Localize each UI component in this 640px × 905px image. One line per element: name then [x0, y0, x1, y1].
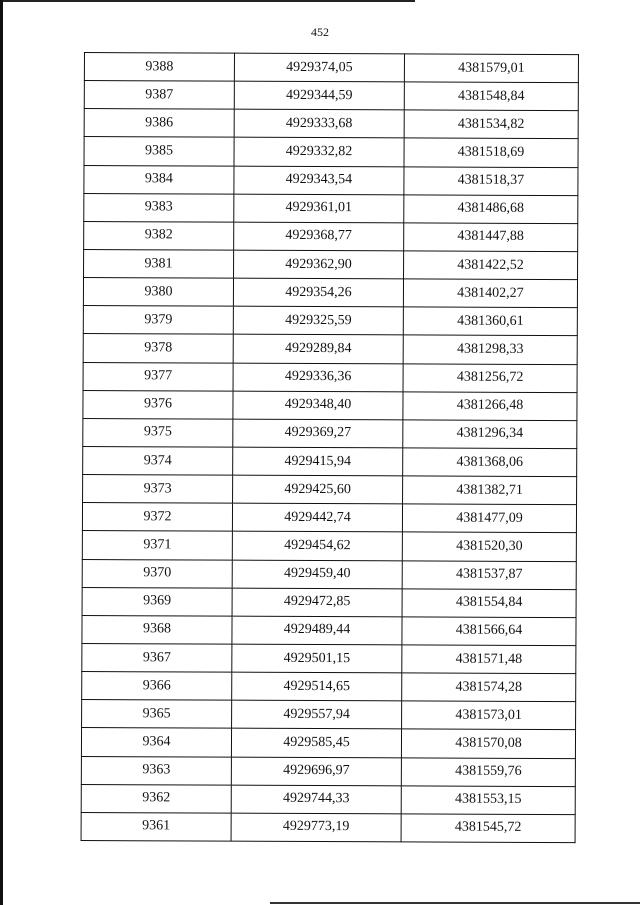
y-coordinate-cell: 4381518,37: [404, 166, 578, 195]
table-row: [84, 221, 578, 251]
point-number-cell: 9363: [81, 756, 231, 785]
table-row: [81, 784, 575, 814]
table-row: [81, 728, 575, 758]
point-number-cell: 9380: [83, 278, 233, 307]
y-coordinate-cell: 4381537,87: [402, 560, 576, 589]
point-number-cell: 9383: [84, 193, 234, 222]
table-row: [82, 700, 576, 730]
x-coordinate-cell: 4929343,54: [234, 166, 404, 195]
y-coordinate-cell: 4381266,48: [403, 392, 577, 421]
y-coordinate-cell: 4381548,84: [404, 82, 578, 111]
point-number-cell: 9364: [81, 728, 231, 757]
x-coordinate-cell: 4929585,45: [231, 729, 401, 758]
coordinates-table: [81, 52, 579, 843]
x-coordinate-cell: 4929336,36: [233, 363, 403, 392]
table-row: [83, 278, 577, 308]
point-number-cell: 9374: [83, 446, 233, 475]
y-coordinate-cell: 4381579,01: [404, 54, 578, 83]
y-coordinate-cell: 4381360,61: [403, 307, 577, 336]
x-coordinate-cell: 4929361,01: [234, 194, 404, 223]
y-coordinate-cell: 4381573,01: [402, 701, 576, 730]
point-number-cell: 9385: [84, 137, 234, 166]
point-number-cell: 9387: [84, 81, 234, 110]
table-row: [82, 503, 576, 533]
x-coordinate-cell: 4929354,26: [233, 278, 403, 307]
table-row: [84, 109, 578, 139]
point-number-cell: 9381: [84, 249, 234, 278]
x-coordinate-cell: 4929744,33: [231, 785, 401, 814]
point-number-cell: 9361: [81, 812, 231, 841]
x-coordinate-cell: 4929348,40: [233, 391, 403, 420]
x-coordinate-cell: 4929459,40: [232, 560, 402, 589]
point-number-cell: 9366: [82, 672, 232, 701]
point-number-cell: 9367: [82, 643, 232, 672]
point-number-cell: 9388: [84, 53, 234, 82]
table-row: [82, 672, 576, 702]
point-number-cell: 9372: [82, 503, 232, 532]
y-coordinate-cell: 4381545,72: [401, 814, 575, 843]
coordinates-table-body: [81, 53, 578, 843]
table-row: [81, 812, 575, 842]
y-coordinate-cell: 4381534,82: [404, 110, 578, 139]
table-row: [82, 615, 576, 645]
point-number-cell: 9373: [83, 475, 233, 504]
table-row: [83, 390, 577, 420]
point-number-cell: 9378: [83, 334, 233, 363]
x-coordinate-cell: 4929489,44: [232, 616, 402, 645]
point-number-cell: 9376: [83, 390, 233, 419]
point-number-cell: 9377: [83, 362, 233, 391]
x-coordinate-cell: 4929333,68: [234, 109, 404, 138]
x-coordinate-cell: 4929362,90: [234, 250, 404, 279]
y-coordinate-cell: 4381298,33: [403, 335, 577, 364]
y-coordinate-cell: 4381382,71: [403, 476, 577, 505]
x-coordinate-cell: 4929696,97: [231, 757, 401, 786]
x-coordinate-cell: 4929501,15: [232, 644, 402, 673]
y-coordinate-cell: 4381520,30: [402, 532, 576, 561]
x-coordinate-cell: 4929289,84: [233, 335, 403, 364]
table-row: [83, 418, 577, 448]
table-row: [82, 587, 576, 617]
y-coordinate-cell: 4381447,88: [404, 223, 578, 252]
y-coordinate-cell: 4381574,28: [402, 673, 576, 702]
y-coordinate-cell: 4381570,08: [401, 729, 575, 758]
table-row: [83, 475, 577, 505]
table-row: [83, 306, 577, 336]
point-number-cell: 9375: [83, 418, 233, 447]
point-number-cell: 9362: [81, 784, 231, 813]
y-coordinate-cell: 4381571,48: [402, 645, 576, 674]
point-number-cell: 9369: [82, 587, 232, 616]
point-number-cell: 9379: [83, 306, 233, 335]
x-coordinate-cell: 4929368,77: [234, 222, 404, 251]
point-number-cell: 9368: [82, 615, 232, 644]
y-coordinate-cell: 4381296,34: [403, 420, 577, 449]
table-row: [83, 446, 577, 476]
point-number-cell: 9371: [82, 531, 232, 560]
x-coordinate-cell: 4929442,74: [232, 503, 402, 532]
page-number: 452: [311, 25, 329, 39]
y-coordinate-cell: 4381368,06: [403, 448, 577, 477]
scan-edge-top: [0, 0, 415, 2]
table-row: [83, 362, 577, 392]
x-coordinate-cell: 4929332,82: [234, 138, 404, 167]
y-coordinate-cell: 4381422,52: [404, 251, 578, 280]
table-row: [82, 531, 576, 561]
point-number-cell: 9382: [84, 221, 234, 250]
x-coordinate-cell: 4929454,62: [232, 532, 402, 561]
table-row: [83, 334, 577, 364]
x-coordinate-cell: 4929425,60: [233, 475, 403, 504]
x-coordinate-cell: 4929374,05: [234, 53, 404, 82]
x-coordinate-cell: 4929557,94: [232, 700, 402, 729]
point-number-cell: 9370: [82, 559, 232, 588]
y-coordinate-cell: 4381566,64: [402, 617, 576, 646]
table-row: [82, 559, 576, 589]
y-coordinate-cell: 4381518,69: [404, 138, 578, 167]
x-coordinate-cell: 4929325,59: [233, 306, 403, 335]
y-coordinate-cell: 4381554,84: [402, 589, 576, 618]
y-coordinate-cell: 4381477,09: [402, 504, 576, 533]
scan-edge-bottom: [270, 902, 640, 904]
y-coordinate-cell: 4381559,76: [401, 757, 575, 786]
table-row: [84, 193, 578, 223]
x-coordinate-cell: 4929472,85: [232, 588, 402, 617]
y-coordinate-cell: 4381256,72: [403, 363, 577, 392]
point-number-cell: 9386: [84, 109, 234, 138]
point-number-cell: 9365: [82, 700, 232, 729]
table-row: [84, 53, 578, 83]
table-row: [84, 165, 578, 195]
x-coordinate-cell: 4929514,65: [232, 672, 402, 701]
table-row: [81, 756, 575, 786]
table-row: [84, 81, 578, 111]
table-row: [82, 643, 576, 673]
x-coordinate-cell: 4929773,19: [231, 813, 401, 842]
y-coordinate-cell: 4381553,15: [401, 786, 575, 815]
point-number-cell: 9384: [84, 165, 234, 194]
y-coordinate-cell: 4381402,27: [403, 279, 577, 308]
x-coordinate-cell: 4929415,94: [233, 447, 403, 476]
scan-edge-left: [0, 0, 3, 905]
y-coordinate-cell: 4381486,68: [404, 195, 578, 224]
x-coordinate-cell: 4929369,27: [233, 419, 403, 448]
table-row: [84, 137, 578, 167]
x-coordinate-cell: 4929344,59: [234, 81, 404, 110]
table-row: [84, 249, 578, 279]
